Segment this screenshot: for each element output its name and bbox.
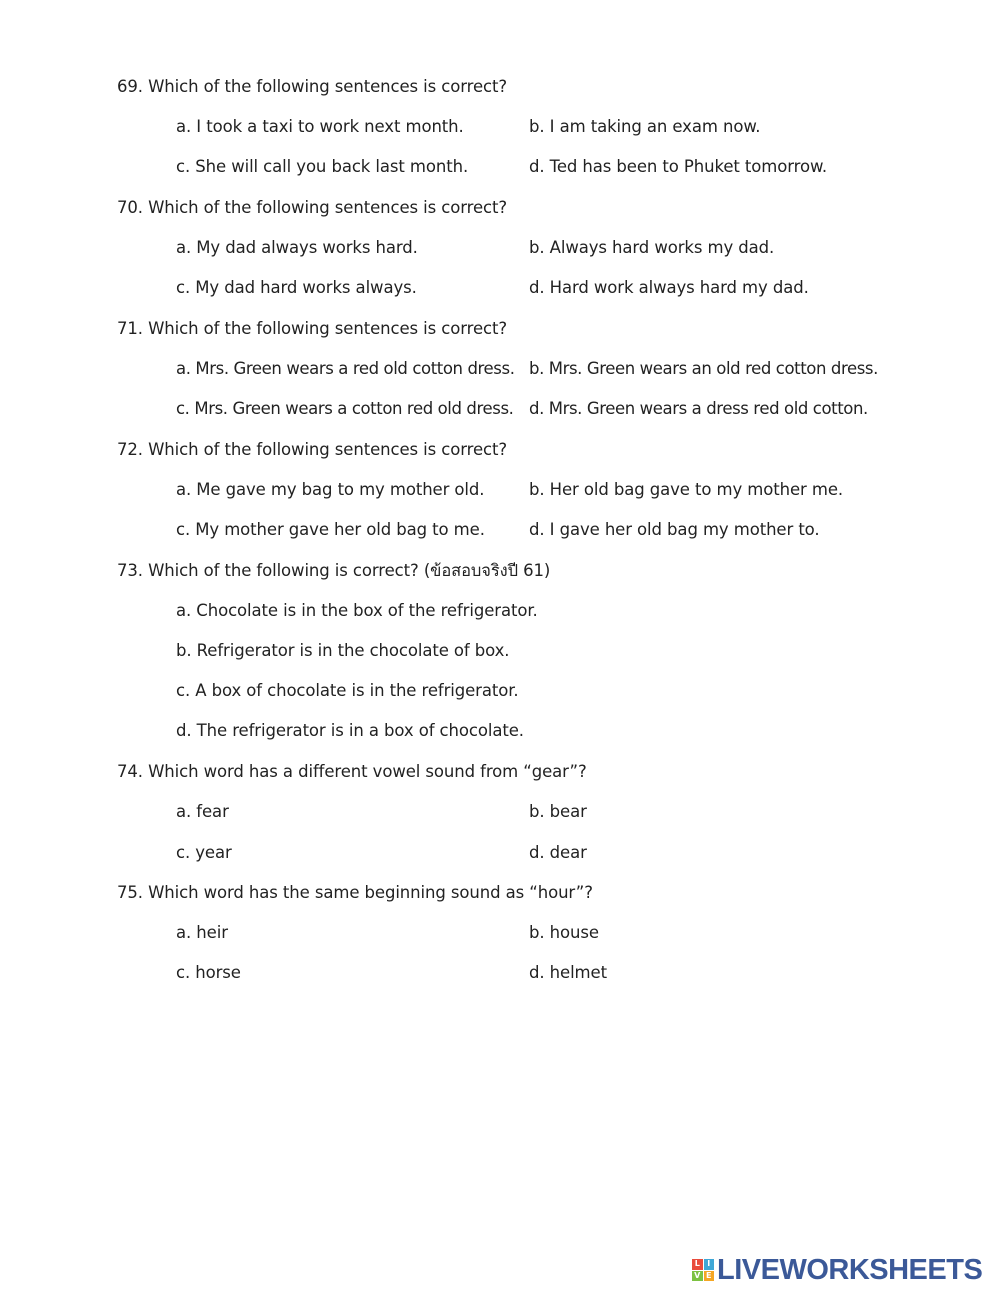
logo-text: LIVEWORKSHEETS [717, 1253, 983, 1286]
liveworksheets-logo[interactable] [692, 1254, 982, 1286]
q70-option-c: c. My dad hard works always. [176, 278, 417, 297]
q70-option-d: d. Hard work always hard my dad. [529, 278, 809, 297]
question-73: 73. Which of the following is correct? (ข้อสอบจริงปี 61) [117, 561, 551, 580]
q75-option-d: d. helmet [529, 963, 607, 982]
q73-option-d: d. The refrigerator is in a box of chocolate. [176, 721, 524, 740]
q73-option-c: c. A box of chocolate is in the refrigerator. [176, 681, 519, 700]
question-70: 70. Which of the following sentences is correct? [117, 198, 508, 217]
q75-option-c: c. horse [176, 963, 241, 982]
q69-option-b: b. I am taking an exam now. [529, 117, 761, 136]
question-69: 69. Which of the following sentences is correct? [117, 77, 508, 96]
logo-mark-e: E [704, 1271, 715, 1282]
q70-option-b: b. Always hard works my dad. [529, 238, 775, 257]
q71-option-a: a. Mrs. Green wears a red old cotton dress. [176, 359, 515, 378]
logo-mark-l: L [692, 1259, 703, 1270]
q71-option-b: b. Mrs. Green wears an old red cotton dress. [529, 359, 878, 378]
q72-option-d: d. I gave her old bag my mother to. [529, 520, 820, 539]
q72-option-b: b. Her old bag gave to my mother me. [529, 480, 844, 499]
q72-option-a: a. Me gave my bag to my mother old. [176, 480, 485, 499]
q69-option-d: d. Ted has been to Phuket tomorrow. [529, 157, 827, 176]
q69-option-c: c. She will call you back last month. [176, 157, 469, 176]
q69-option-a: a. I took a taxi to work next month. [176, 117, 464, 136]
question-74: 74. Which word has a different vowel sound from “gear”? [117, 762, 587, 781]
q74-option-c: c. year [176, 843, 232, 862]
question-71: 71. Which of the following sentences is correct? [117, 319, 508, 338]
q70-option-a: a. My dad always works hard. [176, 238, 418, 257]
q74-option-a: a. fear [176, 802, 229, 821]
q74-option-d: d. dear [529, 843, 587, 862]
logo-mark-i: I [704, 1259, 715, 1270]
q73-option-a: a. Chocolate is in the box of the refrigerator. [176, 601, 538, 620]
q74-option-b: b. bear [529, 802, 587, 821]
logo-mark-v: V [692, 1271, 703, 1282]
q71-option-d: d. Mrs. Green wears a dress red old cotton. [529, 399, 868, 418]
liveworksheets-logo-icon [692, 1259, 714, 1281]
q71-option-c: c. Mrs. Green wears a cotton red old dress. [176, 399, 514, 418]
question-75: 75. Which word has the same beginning sound as “hour”? [117, 883, 593, 902]
q75-option-a: a. heir [176, 923, 228, 942]
question-72: 72. Which of the following sentences is correct? [117, 440, 508, 459]
q73-option-b: b. Refrigerator is in the chocolate of box. [176, 641, 510, 660]
q75-option-b: b. house [529, 923, 599, 942]
q72-option-c: c. My mother gave her old bag to me. [176, 520, 485, 539]
